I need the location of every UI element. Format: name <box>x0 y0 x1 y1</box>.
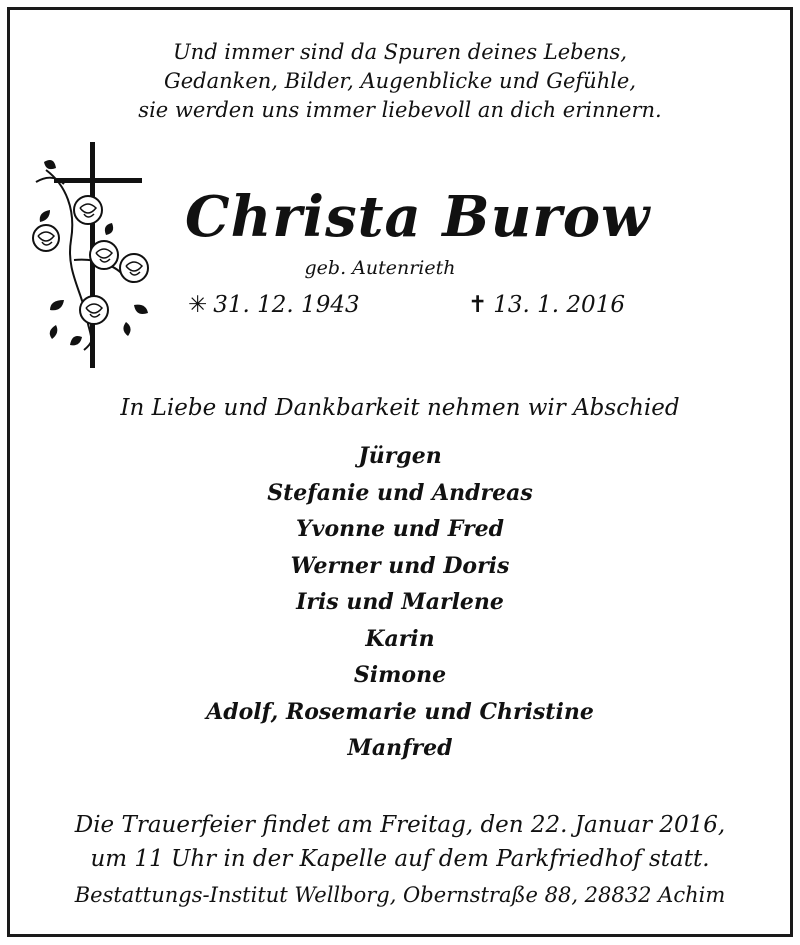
farewell-text: In Liebe und Dankbarkeit nehmen wir Abschied <box>120 395 680 421</box>
funeral-details <box>0 808 800 876</box>
mourner-name: Yvonne und Fred <box>295 516 505 542</box>
death-date-line <box>468 292 625 318</box>
mourner-name: Adolf, Rosemarie und Christine <box>206 698 594 725</box>
deceased-name: Christa Burow <box>185 184 651 250</box>
verse-line: sie werden uns immer liebevoll an dich erinnern. <box>138 98 662 122</box>
memorial-verse <box>0 38 800 125</box>
mourner-name: Stefanie und Andreas <box>267 479 533 506</box>
mourner-name: Werner und Doris <box>290 552 510 579</box>
birth-date-line <box>188 292 360 318</box>
mourner-name: Karin <box>365 625 435 652</box>
maiden-name: geb. Autenrieth <box>304 257 456 279</box>
mourner-name: Iris und Marlene <box>296 589 504 615</box>
mourner-name: Manfred <box>347 735 453 761</box>
funeral-institute: Bestattungs-Institut Wellborg, Obernstraße 88, 28832 Achim <box>74 883 726 907</box>
cross-icon: ✝ <box>468 292 488 318</box>
asterisk-icon: ✳ <box>188 292 208 318</box>
mourner-name: Jürgen <box>358 443 442 469</box>
funeral-line: um 11 Uhr in der Kapelle auf dem Parkfriedhof statt. <box>90 846 710 872</box>
verse-line: Und immer sind da Spuren deines Lebens, <box>172 40 628 64</box>
birth-date: 31. 12. 1943 <box>213 292 360 318</box>
verse-line: Gedanken, Bilder, Augenblicke und Gefühle, <box>163 69 637 93</box>
death-date: 13. 1. 2016 <box>493 292 625 318</box>
cross-with-roses-icon <box>26 140 156 372</box>
mourner-name: Simone <box>353 662 447 688</box>
mourners-list <box>0 438 800 767</box>
funeral-line: Die Trauerfeier findet am Freitag, den 22. Januar 2016, <box>74 812 726 838</box>
